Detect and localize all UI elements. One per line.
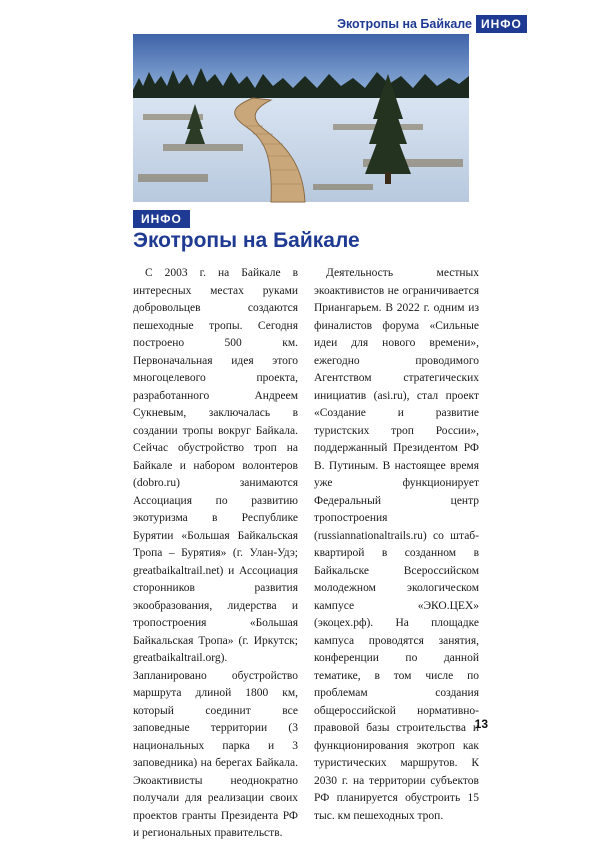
right-column-text: Деятельность местных экоактивистов не ограничивается Приангарьем. В 2022 г. одним из финалистов форума «Сильные идеи для нового времени», ежегодно проводимого Агентством стратегических инициатив (asi.ru), стал проект «Создание и развитие туристских троп России», поддержанный Президентом РФ В. Путиным. В настоящее время уже функционирует Федеральный центр тропостроения (russiannationaltrails.ru) со штаб-квартирой в созданном в Байкальске Всероссийском молодежном экологическом кампусе «ЭКО.ЦЕХ» (экоцех.рф). На площадке кампуса проводятся занятия, конференции по данной тематике, в том числе по проблемам создания общероссийской нормативно-правовой базы строительства и функционирования экотроп как туристических маршрутов. К 2030 г. на территории субъектов РФ планируется обустроить 15 тыс. км пешеходных троп. [314, 267, 479, 822]
left-column-text: С 2003 г. на Байкале в интересных местах руками добровольцев создаются пешеходные тропы. Сегодня построено 500 км. Первоначальная идея этого многоцелевого проекта, разработанного Андреем Сукневым, заключалась в создании тропы вокруг Байкала. Сейчас обустройство троп на Байкале и набором волонтеров (dobro.ru) занимаются Ассоциация по развитию экотуризма в Республике Бурятии «Большая Байкальская Тропа – Бурятия» (г. Улан-Удэ; greatbaikaltrail.net) и Ассоциация сторонников развития экообразования, лидерства и тропостроения «Большая Байкальская Тропа» (г. Иркутск; greatbaikaltrail.org). Запланировано обустройство маршрута длиной 1800 км, который соединит все заповедные территории (3 национальных парка и 3 заповедника) на берегах Байкала. Экоактивисты неоднократно получали для реализации своих проектов гранты Президента РФ и региональных правительств. [133, 267, 298, 839]
hero-photo [133, 34, 469, 202]
boardwalk-photo-illustration [133, 34, 469, 202]
page-number: 13 [474, 717, 488, 731]
left-column [133, 265, 298, 843]
article-title: Экотропы на Байкале [133, 229, 360, 252]
right-column [314, 265, 479, 825]
running-head-title: Экотропы на Байкале [337, 17, 472, 31]
section-badge: ИНФО [133, 210, 190, 228]
running-head-badge: ИНФО [476, 15, 527, 33]
